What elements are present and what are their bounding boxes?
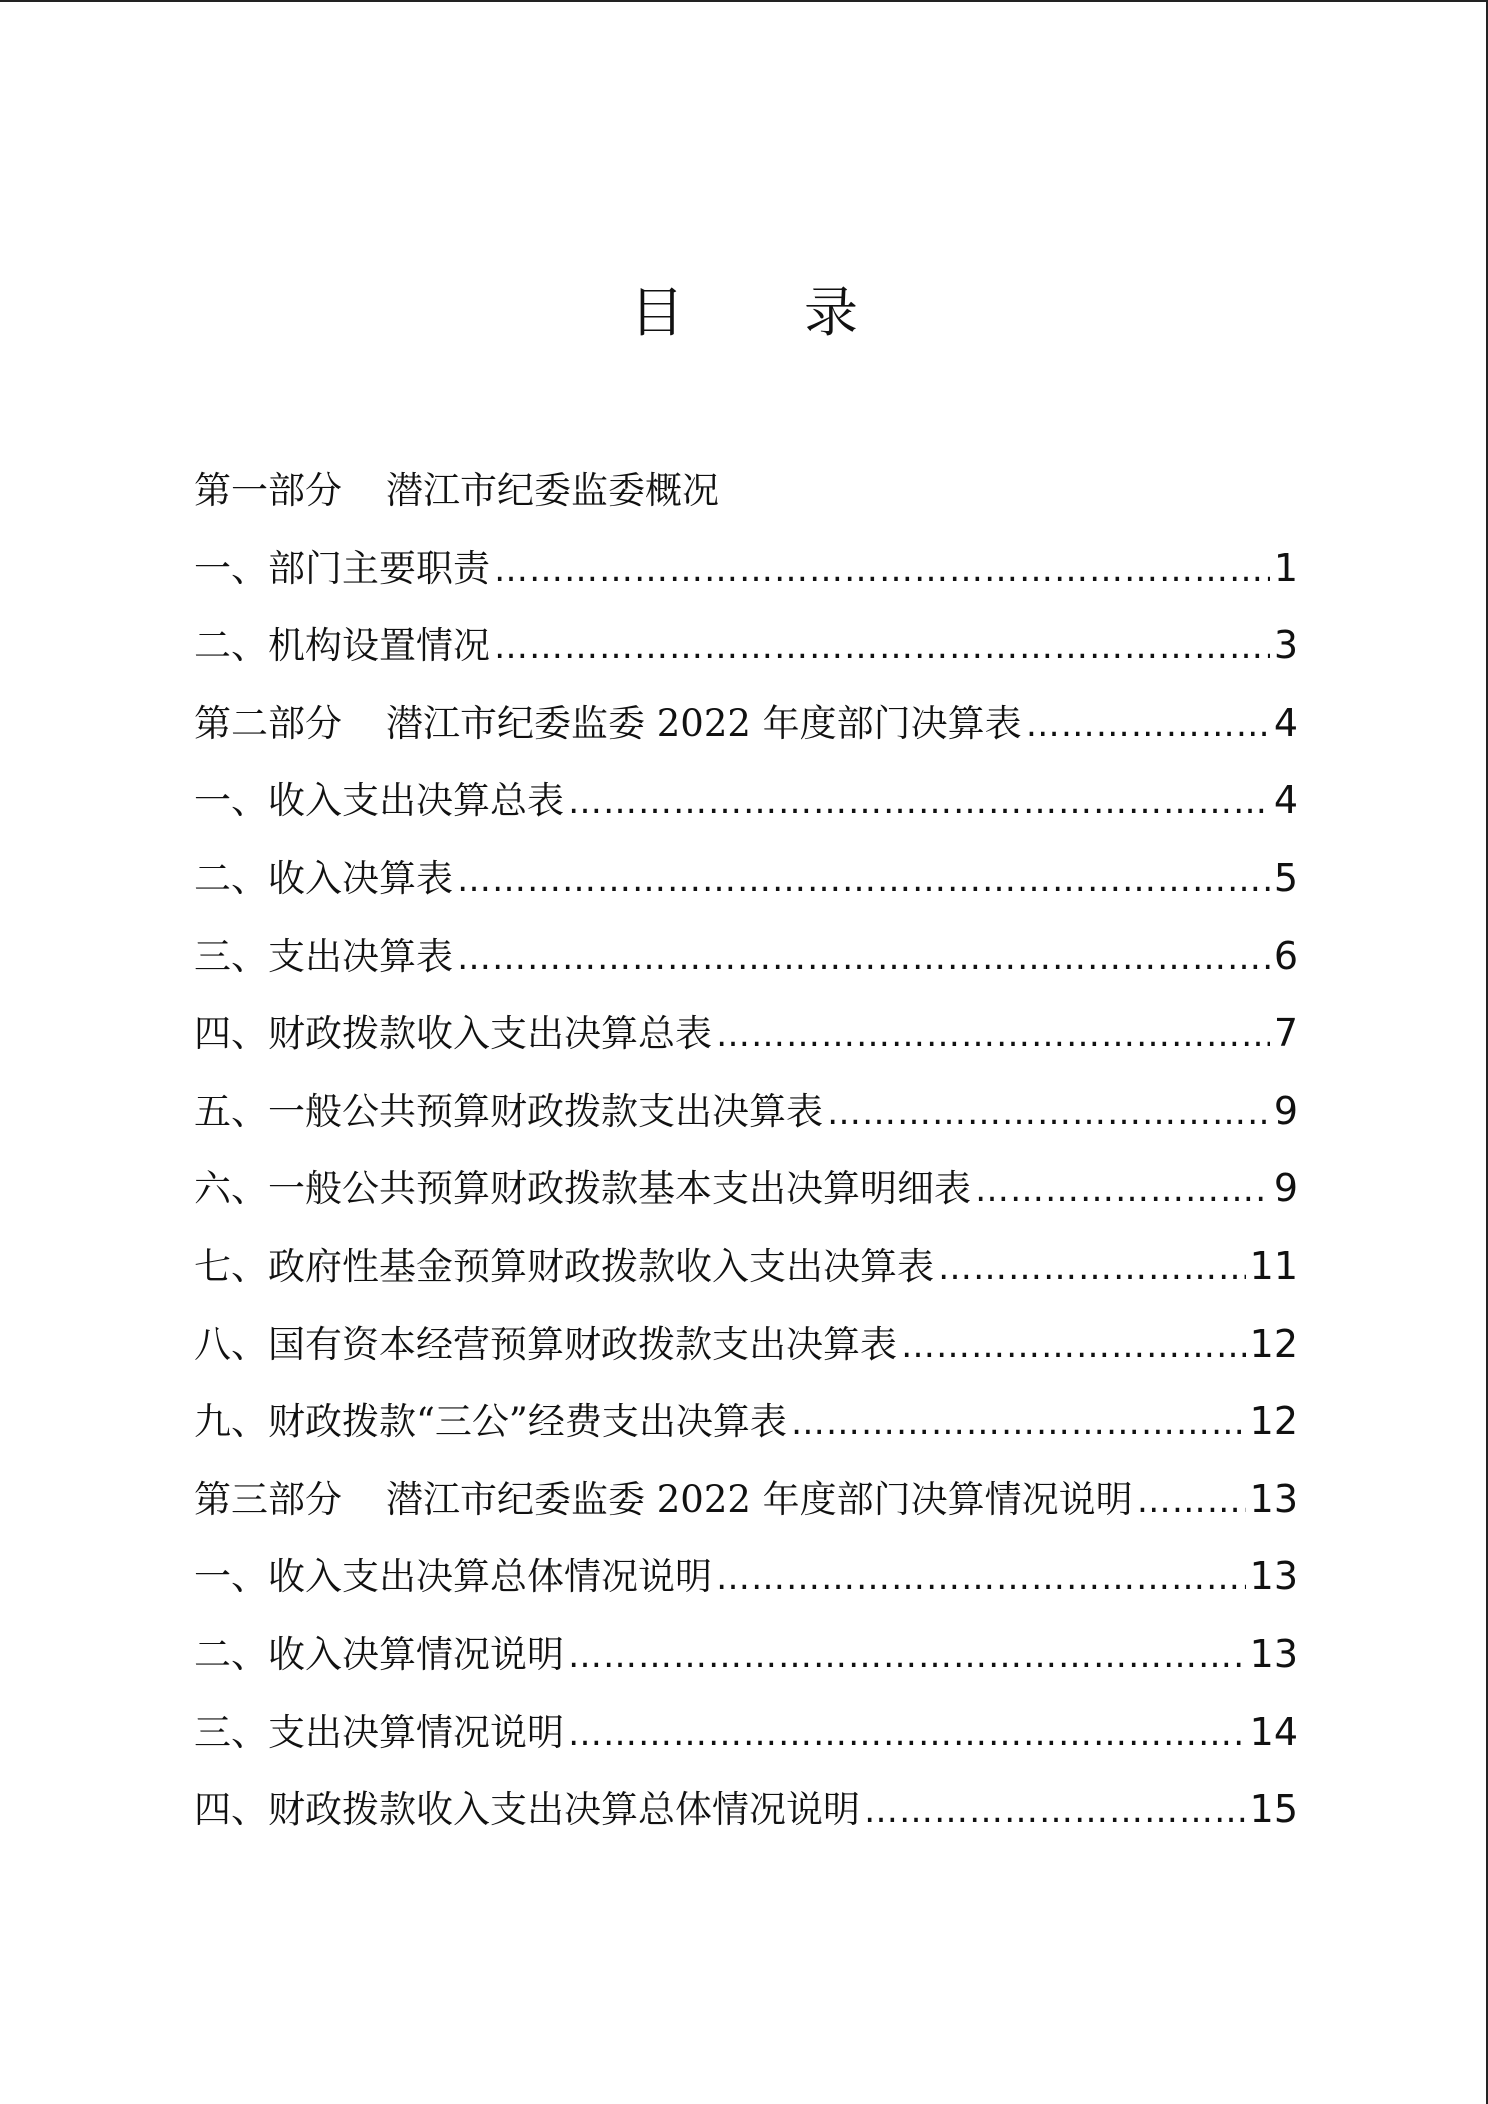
- toc-dot-leader: [975, 1170, 1270, 1210]
- title-char-right: 录: [804, 281, 858, 344]
- toc-dot-leader: [901, 1326, 1246, 1366]
- toc-page-number: 7: [1273, 1011, 1298, 1056]
- toc-entry-label: 五、一般公共预算财政拨款支出决算表: [194, 1089, 823, 1133]
- toc-dot-leader: [1026, 705, 1270, 745]
- toc-entry[interactable]: [194, 1546, 1298, 1624]
- toc-entry[interactable]: [194, 1081, 1298, 1159]
- toc-dot-leader: [457, 938, 1270, 978]
- table-of-contents: [194, 460, 1298, 1857]
- toc-dot-leader: [568, 782, 1270, 822]
- toc-entry[interactable]: [194, 1624, 1298, 1702]
- toc-dot-leader: [864, 1791, 1246, 1831]
- toc-entry[interactable]: [194, 615, 1298, 693]
- toc-page-number: 14: [1249, 1709, 1298, 1754]
- toc-entry-label: 一、部门主要职责: [194, 546, 490, 590]
- toc-dot-leader: [494, 550, 1270, 590]
- toc-entry[interactable]: [194, 770, 1298, 848]
- toc-page-number: 4: [1273, 778, 1298, 823]
- toc-page-number: 4: [1273, 700, 1298, 745]
- toc-page-number: 13: [1249, 1554, 1298, 1599]
- toc-page-number: 1: [1273, 545, 1298, 590]
- toc-page-number: 5: [1273, 855, 1298, 900]
- toc-entry-label: 一、收入支出决算总表: [194, 779, 564, 823]
- toc-page-number: 13: [1249, 1631, 1298, 1676]
- toc-part-label: 第一部分: [194, 469, 342, 512]
- toc-section-heading[interactable]: [194, 693, 1298, 771]
- toc-entry[interactable]: [194, 1779, 1298, 1857]
- toc-entry-label: 三、支出决算情况说明: [194, 1710, 564, 1754]
- toc-entry[interactable]: [194, 1391, 1298, 1469]
- toc-page-number: 11: [1249, 1243, 1298, 1288]
- toc-page-number: 6: [1273, 933, 1298, 978]
- toc-dot-leader: [1137, 1481, 1246, 1521]
- toc-entry[interactable]: [194, 1236, 1298, 1314]
- toc-page-number: 15: [1249, 1787, 1298, 1832]
- toc-entry-label: 一、收入支出决算总体情况说明: [194, 1555, 712, 1599]
- toc-entry-label: 六、一般公共预算财政拨款基本支出决算明细表: [194, 1167, 971, 1211]
- toc-dot-leader: [457, 860, 1270, 900]
- toc-page-number: 9: [1273, 1088, 1298, 1133]
- toc-entry-label: 九、财政拨款“三公”经费支出决算表: [194, 1400, 787, 1444]
- title-char-left: 目: [630, 281, 684, 344]
- toc-dot-leader: [568, 1714, 1246, 1754]
- toc-entry[interactable]: [194, 1314, 1298, 1392]
- page-title: [0, 270, 1488, 347]
- toc-part-title: 潜江市纪委监委 2022 年度部门决算表: [386, 701, 1022, 745]
- toc-entry[interactable]: [194, 848, 1298, 926]
- toc-dot-leader: [791, 1403, 1246, 1443]
- toc-dot-leader: [716, 1558, 1246, 1598]
- toc-entry-label: 八、国有资本经营预算财政拨款支出决算表: [194, 1322, 897, 1366]
- toc-part-label: 第二部分: [194, 701, 342, 745]
- toc-entry-label: 七、政府性基金预算财政拨款收入支出决算表: [194, 1244, 934, 1288]
- toc-page-number: 12: [1249, 1321, 1298, 1366]
- toc-entry[interactable]: [194, 538, 1298, 616]
- toc-page-number: 13: [1249, 1476, 1298, 1521]
- toc-page-number: 12: [1249, 1399, 1298, 1444]
- toc-entry-label: 二、收入决算情况说明: [194, 1632, 564, 1676]
- toc-part-label: 第三部分: [194, 1477, 342, 1521]
- toc-page-number: 9: [1273, 1166, 1298, 1211]
- toc-dot-leader: [716, 1015, 1270, 1055]
- toc-dot-leader: [827, 1093, 1270, 1133]
- toc-entry[interactable]: [194, 1003, 1298, 1081]
- toc-entry-label: 三、支出决算表: [194, 934, 453, 978]
- toc-section-heading[interactable]: [194, 460, 1298, 538]
- toc-entry[interactable]: [194, 1158, 1298, 1236]
- toc-entry-label: 二、收入决算表: [194, 856, 453, 900]
- toc-entry-label: 四、财政拨款收入支出决算总体情况说明: [194, 1788, 860, 1832]
- toc-entry-label: 二、机构设置情况: [194, 624, 490, 668]
- toc-part-title: 潜江市纪委监委概况: [386, 469, 719, 512]
- toc-section-heading[interactable]: [194, 1469, 1298, 1547]
- toc-dot-leader: [494, 627, 1270, 667]
- toc-part-title: 潜江市纪委监委 2022 年度部门决算情况说明: [386, 1477, 1133, 1521]
- toc-entry[interactable]: [194, 926, 1298, 1004]
- toc-dot-leader: [938, 1248, 1246, 1288]
- toc-page-number: 3: [1273, 623, 1298, 668]
- toc-entry-label: 四、财政拨款收入支出决算总表: [194, 1012, 712, 1056]
- toc-dot-leader: [568, 1636, 1246, 1676]
- toc-entry[interactable]: [194, 1702, 1298, 1780]
